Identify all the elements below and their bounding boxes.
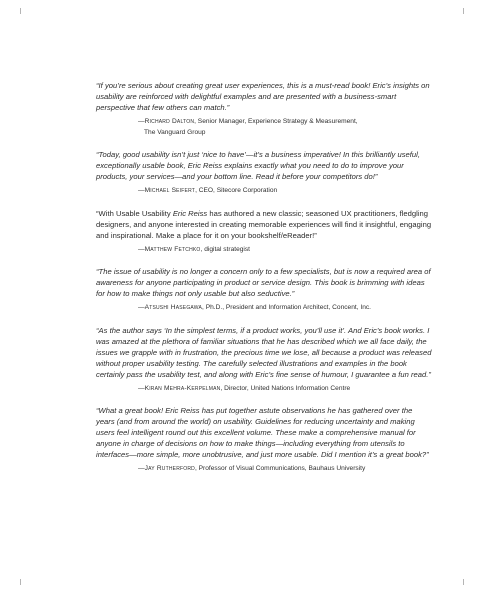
crop-mark-bottom-left — [20, 579, 21, 585]
endorser-role: , Senior Manager, Experience Strategy & Measurement, — [194, 118, 358, 125]
endorser-role: , Director, United Nations Information Centre — [220, 384, 351, 392]
endorsement-quote: “With Usable Usability Eric Reiss has authored a new classic; seasoned UX practitioners, fledgling designers, and anyone interested in creating memorable experiences will find it insightful, engaging and inspirational. Make a place for it on your bookshelf/eReader!” — [96, 208, 432, 240]
endorsement-3 — [96, 208, 432, 256]
endorsement-quote: “Today, good usability isn’t just ‘nice to have’—it’s a business imperative! In this brilliantly useful, exceptionally usable book, Eric Reiss explains exactly what you need to do to improve your products, your services—and your bottom line. Read it before your competitors do!” — [96, 150, 420, 181]
endorsements-page — [96, 80, 432, 486]
endorsement-4 — [96, 266, 432, 314]
endorsement-2 — [96, 149, 432, 197]
endorsement-1 — [96, 80, 432, 138]
endorsement-5 — [96, 325, 432, 395]
endorsement-attribution: —Michael Seifert, CEO, Sitecore Corporation — [138, 187, 278, 194]
endorser-name: Jay Rutherford — [144, 465, 195, 472]
endorsement-6 — [96, 405, 432, 475]
endorsement-quote: “As the author says ‘In the simplest terms, if a product works, you’ll use it’. And Eric’s book works. I was amazed at the plethora of familiar situations that he has described which we all face daily, the issues we grapple with in frustration, the precious time we lose, all because a product was released without proper usability testing. The carefully selected illustrations and examples in the book certainly pass the usability test, and along with Eric’s fine sense of humour, I guarantee a fun read.” — [96, 325, 432, 379]
endorsement-attribution: —Richard Dalton, Senior Manager, Experience Strategy & Measurement, The Vanguard Group — [138, 117, 432, 138]
endorser-name: Michael Seifert — [144, 187, 196, 194]
endorser-name: Matthew Fetchko — [144, 245, 201, 253]
endorser-role: , CEO, Sitecore Corporation — [195, 187, 278, 194]
endorsement-attribution: —Kiran Mehra-Kerpelman, Director, United Nations Information Centre — [138, 384, 351, 392]
endorsement-attribution: —Matthew Fetchko, digital strategist — [138, 245, 251, 253]
endorsement-quote: “What a great book! Eric Reiss has put together astute observations he has gathered over the years (and from around the world) on usability. Guidelines for reducing uncertainty and making users feel intelligent round out this excellent volume. These make a comprehensive manual for anyone in charge of decisions on how to make things—including everything from utensils to interfaces—more simple, more unobtrusive, and just more usable. Did I mention it’s a great book?” — [96, 406, 429, 459]
endorsement-quote: “If you’re serious about creating great user experiences, this is a must-read book! Eric’s insights on usability are reinforced with delightful examples and are presented with a business-smart perspective that few others can match.” — [96, 81, 430, 112]
endorsement-attribution: —Atsushi Hasegawa, Ph.D., President and Information Architect, Concent, Inc. — [138, 304, 372, 311]
book-title: Usable Usability — [115, 208, 171, 218]
endorser-role: , digital strategist — [200, 245, 251, 253]
endorser-role: , Ph.D., President and Information Architect, Concent, Inc. — [202, 304, 372, 311]
endorser-name: Kiran Mehra-Kerpelman — [144, 384, 221, 392]
crop-mark-top-left — [20, 8, 21, 14]
endorser-organization: The Vanguard Group — [144, 128, 206, 136]
endorsement-attribution: —Jay Rutherford, Professor of Visual Communications, Bauhaus University — [138, 465, 366, 472]
endorser-name: Atsushi Hasegawa — [144, 304, 203, 311]
endorser-name: Richard Dalton — [144, 118, 195, 125]
endorsement-quote: “The issue of usability is no longer a concern only to a few specialists, but is now a required area of awareness for anyone participating in product or service design. This book is brimming with ideas for how to make things not only usable but also seductive.” — [96, 267, 431, 298]
endorser-role: , Professor of Visual Communications, Bauhaus University — [194, 465, 366, 472]
crop-mark-top-right — [463, 8, 464, 14]
crop-mark-bottom-right — [463, 579, 464, 585]
